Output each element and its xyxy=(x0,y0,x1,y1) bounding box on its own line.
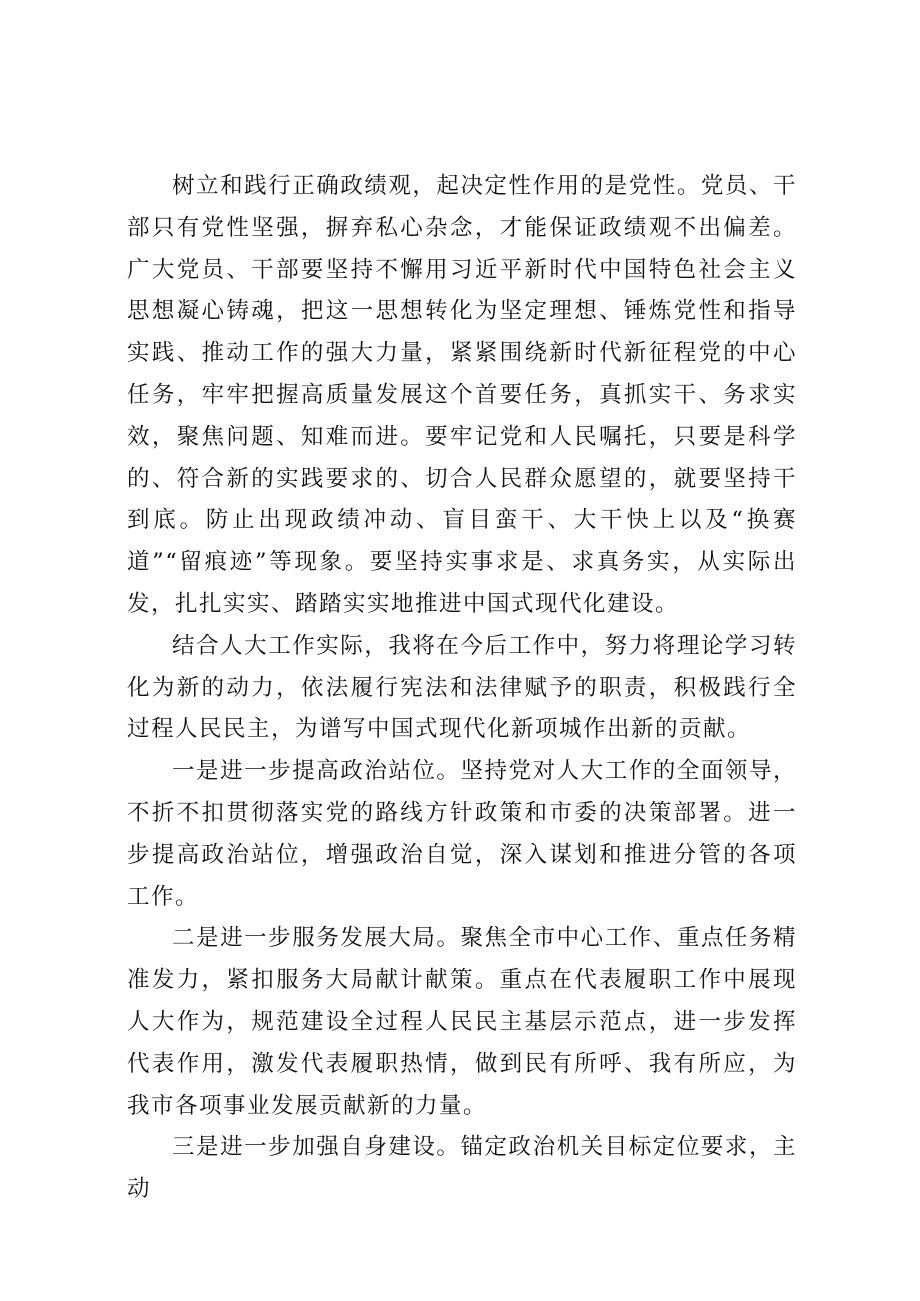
paragraph-political-stance: 一是进一步提高政治站位。坚持党对人大工作的全面领导，不折不扣贯彻落实党的路线方针政策和市委的决策部署。进一步提高政治站位，增强政治自觉，深入谋划和推进分管的各项工作。 xyxy=(127,758,797,910)
paragraph-serve-development: 二是进一步服务发展大局。聚焦全市中心工作、重点任务精准发力，紧扣服务大局献计献策。重点在代表履职工作中展现人大作为，规范建设全过程人民民主基层示范点，进一步发挥代表作用，激发代表履职热情，做到民有所呼、我有所应，为我市各项事业发展贡献新的力量。 xyxy=(127,925,797,1119)
paragraph-npc-work: 结合人大工作实际，我将在今后工作中，努力将理论学习转化为新的动力，依法履行宪法和法律赋予的职责，积极践行全过程人民民主，为谱写中国式现代化新项城作出新的贡献。 xyxy=(127,632,797,743)
document-body xyxy=(127,166,797,1211)
paragraph-self-construction: 三是进一步加强自身建设。锚定政治机关目标定位要求，主动 xyxy=(127,1134,797,1203)
paragraph-party-spirit: 树立和践行正确政绩观，起决定性作用的是党性。党员、干部只有党性坚强，摒弃私心杂念，才能保证政绩观不出偏差。广大党员、干部要坚持不懈用习近平新时代中国特色社会主义思想凝心铸魂，把这一思想转化为坚定理想、锤炼党性和指导实践、推动工作的强大力量，紧紧围绕新时代新征程党的中心任务，牢牢把握高质量发展这个首要任务，真抓实干、务求实效，聚焦问题、知难而进。要牢记党和人民嘱托，只要是科学的、符合新的实践要求的、切合人民群众愿望的，就要坚持干到底。防止出现政绩冲动、盲目蛮干、大干快上以及“换赛道”“留痕迹”等现象。要坚持实事求是、求真务实，从实际出发，扎扎实实、踏踏实实地推进中国式现代化建设。 xyxy=(127,173,797,617)
